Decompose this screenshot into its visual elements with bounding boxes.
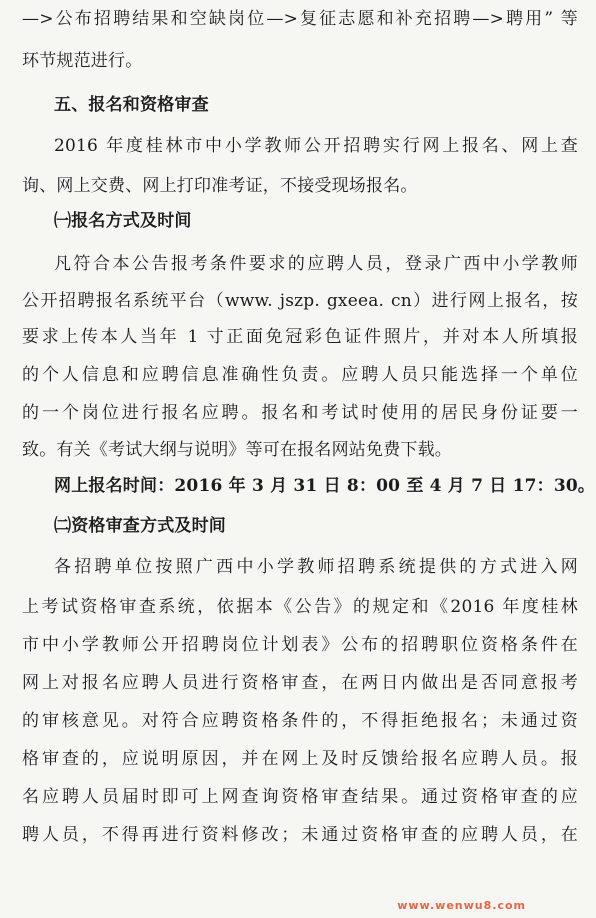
text-line-16: 上考试资格审查系统，依据本《公告》的规定和《2016 年度桂林 — [22, 597, 578, 617]
text-line-11: 的一个岗位进行报名应聘。报名和考试时使用的居民身份证要一 — [22, 403, 578, 423]
registration-time-line: 网上报名时间：2016 年 3 月 31 日 8：00 至 4 月 7 日 17：30。 — [54, 476, 596, 496]
subsection-heading-2: ㈡资格审查方式及时间 — [54, 516, 226, 536]
section-heading-5: 五、报名和资格审查 — [54, 95, 209, 115]
text-line-10: 的个人信息和应聘信息准确性负责。应聘人员只能选择一个单位 — [22, 365, 578, 385]
text-line-4: 2016 年度桂林市中小学教师公开招聘实行网上报名、网上查 — [54, 136, 578, 156]
text-line-9: 要求上传本人当年 1 寸正面免冠彩色证件照片，并对本人所填报 — [22, 327, 578, 347]
text-line-17: 市中小学教师公开招聘岗位计划表》公布的招聘职位资格条件在 — [22, 635, 578, 655]
text-line-22: 聘人员，不得再进行资料修改；未通过资格审查的应聘人员，在 — [22, 825, 578, 845]
text-line-8: 公开招聘报名系统平台（www. jszp. gxeea. cn）进行网上报名，按 — [22, 291, 578, 311]
text-line-20: 格审查的，应说明原因，并在网上及时反馈给报名应聘人员。报 — [22, 749, 578, 769]
text-line-1: —>公布招聘结果和空缺岗位—>复征志愿和补充招聘—>聘用” 等 — [22, 9, 578, 29]
text-line-12: 致。有关《考试大纲与说明》等可在报名网站免费下载。 — [22, 440, 452, 460]
site-watermark: www.wenwu8.com — [397, 899, 526, 912]
text-line-5: 询、网上交费、网上打印准考证，不接受现场报名。 — [22, 176, 418, 196]
text-line-7: 凡符合本公告报考条件要求的应聘人员，登录广西中小学教师 — [54, 254, 578, 274]
text-line-19: 的审核意见。对符合应聘资格条件的，不得拒绝报名；未通过资 — [22, 711, 578, 731]
subsection-heading-1: ㈠报名方式及时间 — [54, 211, 192, 231]
text-line-18: 网上对报名应聘人员进行资格审查，在两日内做出是否同意报考 — [22, 673, 578, 693]
text-line-21: 名应聘人员届时即可上网查询资格审查结果。通过资格审查的应 — [22, 787, 578, 807]
text-line-15: 各招聘单位按照广西中小学教师招聘系统提供的方式进入网 — [54, 557, 578, 577]
text-line-2: 环节规范进行。 — [22, 51, 143, 71]
